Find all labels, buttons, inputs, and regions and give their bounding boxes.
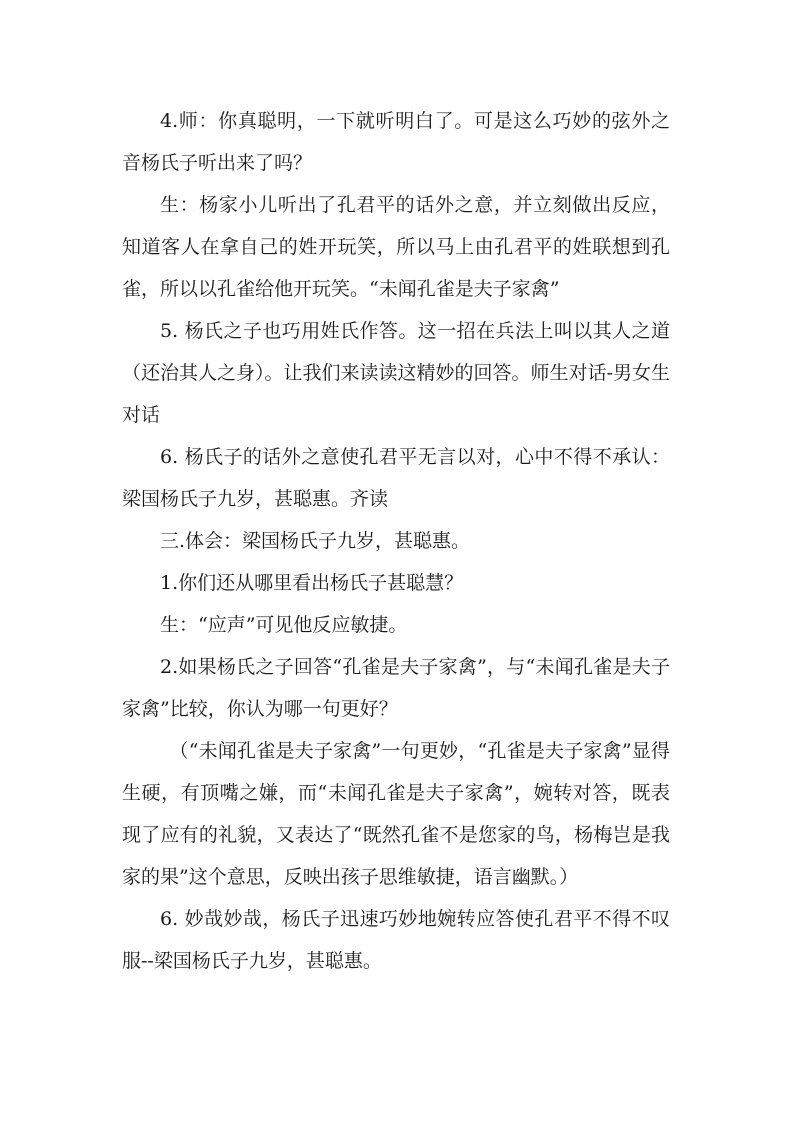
- paragraph-point-6: 6. 杨氏子的话外之意使孔君平无言以对，心中不得不承认：梁国杨氏子九岁，甚聪惠。齐读: [122, 446, 670, 510]
- paragraph-student-reply: 生：“应声”可见他反应敏捷。: [160, 614, 408, 636]
- section-heading-3: 三.体会：梁国杨氏子九岁，甚聪惠。: [160, 530, 471, 552]
- paragraph-question-2: 2.如果杨氏之子回答“孔雀是夫子家禽”，与“未闻孔雀是夫子家禽”比较，你认为哪一句更好？: [122, 656, 670, 720]
- paragraph-conclusion: 6. 妙哉妙哉，杨氏子迅速巧妙地婉转应答使孔君平不得不叹服--梁国杨氏子九岁，甚聪惠。: [122, 908, 670, 972]
- document-page: [122, 100, 670, 982]
- paragraph-explanation: （“未闻孔雀是夫子家禽”一句更妙，“孔雀是夫子家禽”显得生硬，有顶嘴之嫌，而“未闻孔雀是夫子家禽”，婉转对答，既表现了应有的礼貌，又表达了“既然孔雀不是您家的鸟，杨梅岂是我家的果”这个意思，反映出孩子思维敏捷，语言幽默。）: [122, 740, 670, 888]
- paragraph-question-1: 1.你们还从哪里看出杨氏子甚聪慧？: [160, 572, 464, 594]
- paragraph-point-5: 5. 杨氏之子也巧用姓氏作答。这一招在兵法上叫以其人之道（还治其人之身）。让我们来读读这精妙的回答。师生对话-男女生对话: [122, 320, 670, 426]
- paragraph-student-answer: 生：杨家小儿听出了孔君平的话外之意，并立刻做出反应，知道客人在拿自己的姓开玩笑，所以马上由孔君平的姓联想到孔雀，所以以孔雀给他开玩笑。“未闻孔雀是夫子家禽”: [122, 194, 670, 300]
- paragraph-teacher-question-4: 4.师：你真聪明，一下就听明白了。可是这么巧妙的弦外之音杨氏子听出来了吗？: [122, 110, 670, 174]
